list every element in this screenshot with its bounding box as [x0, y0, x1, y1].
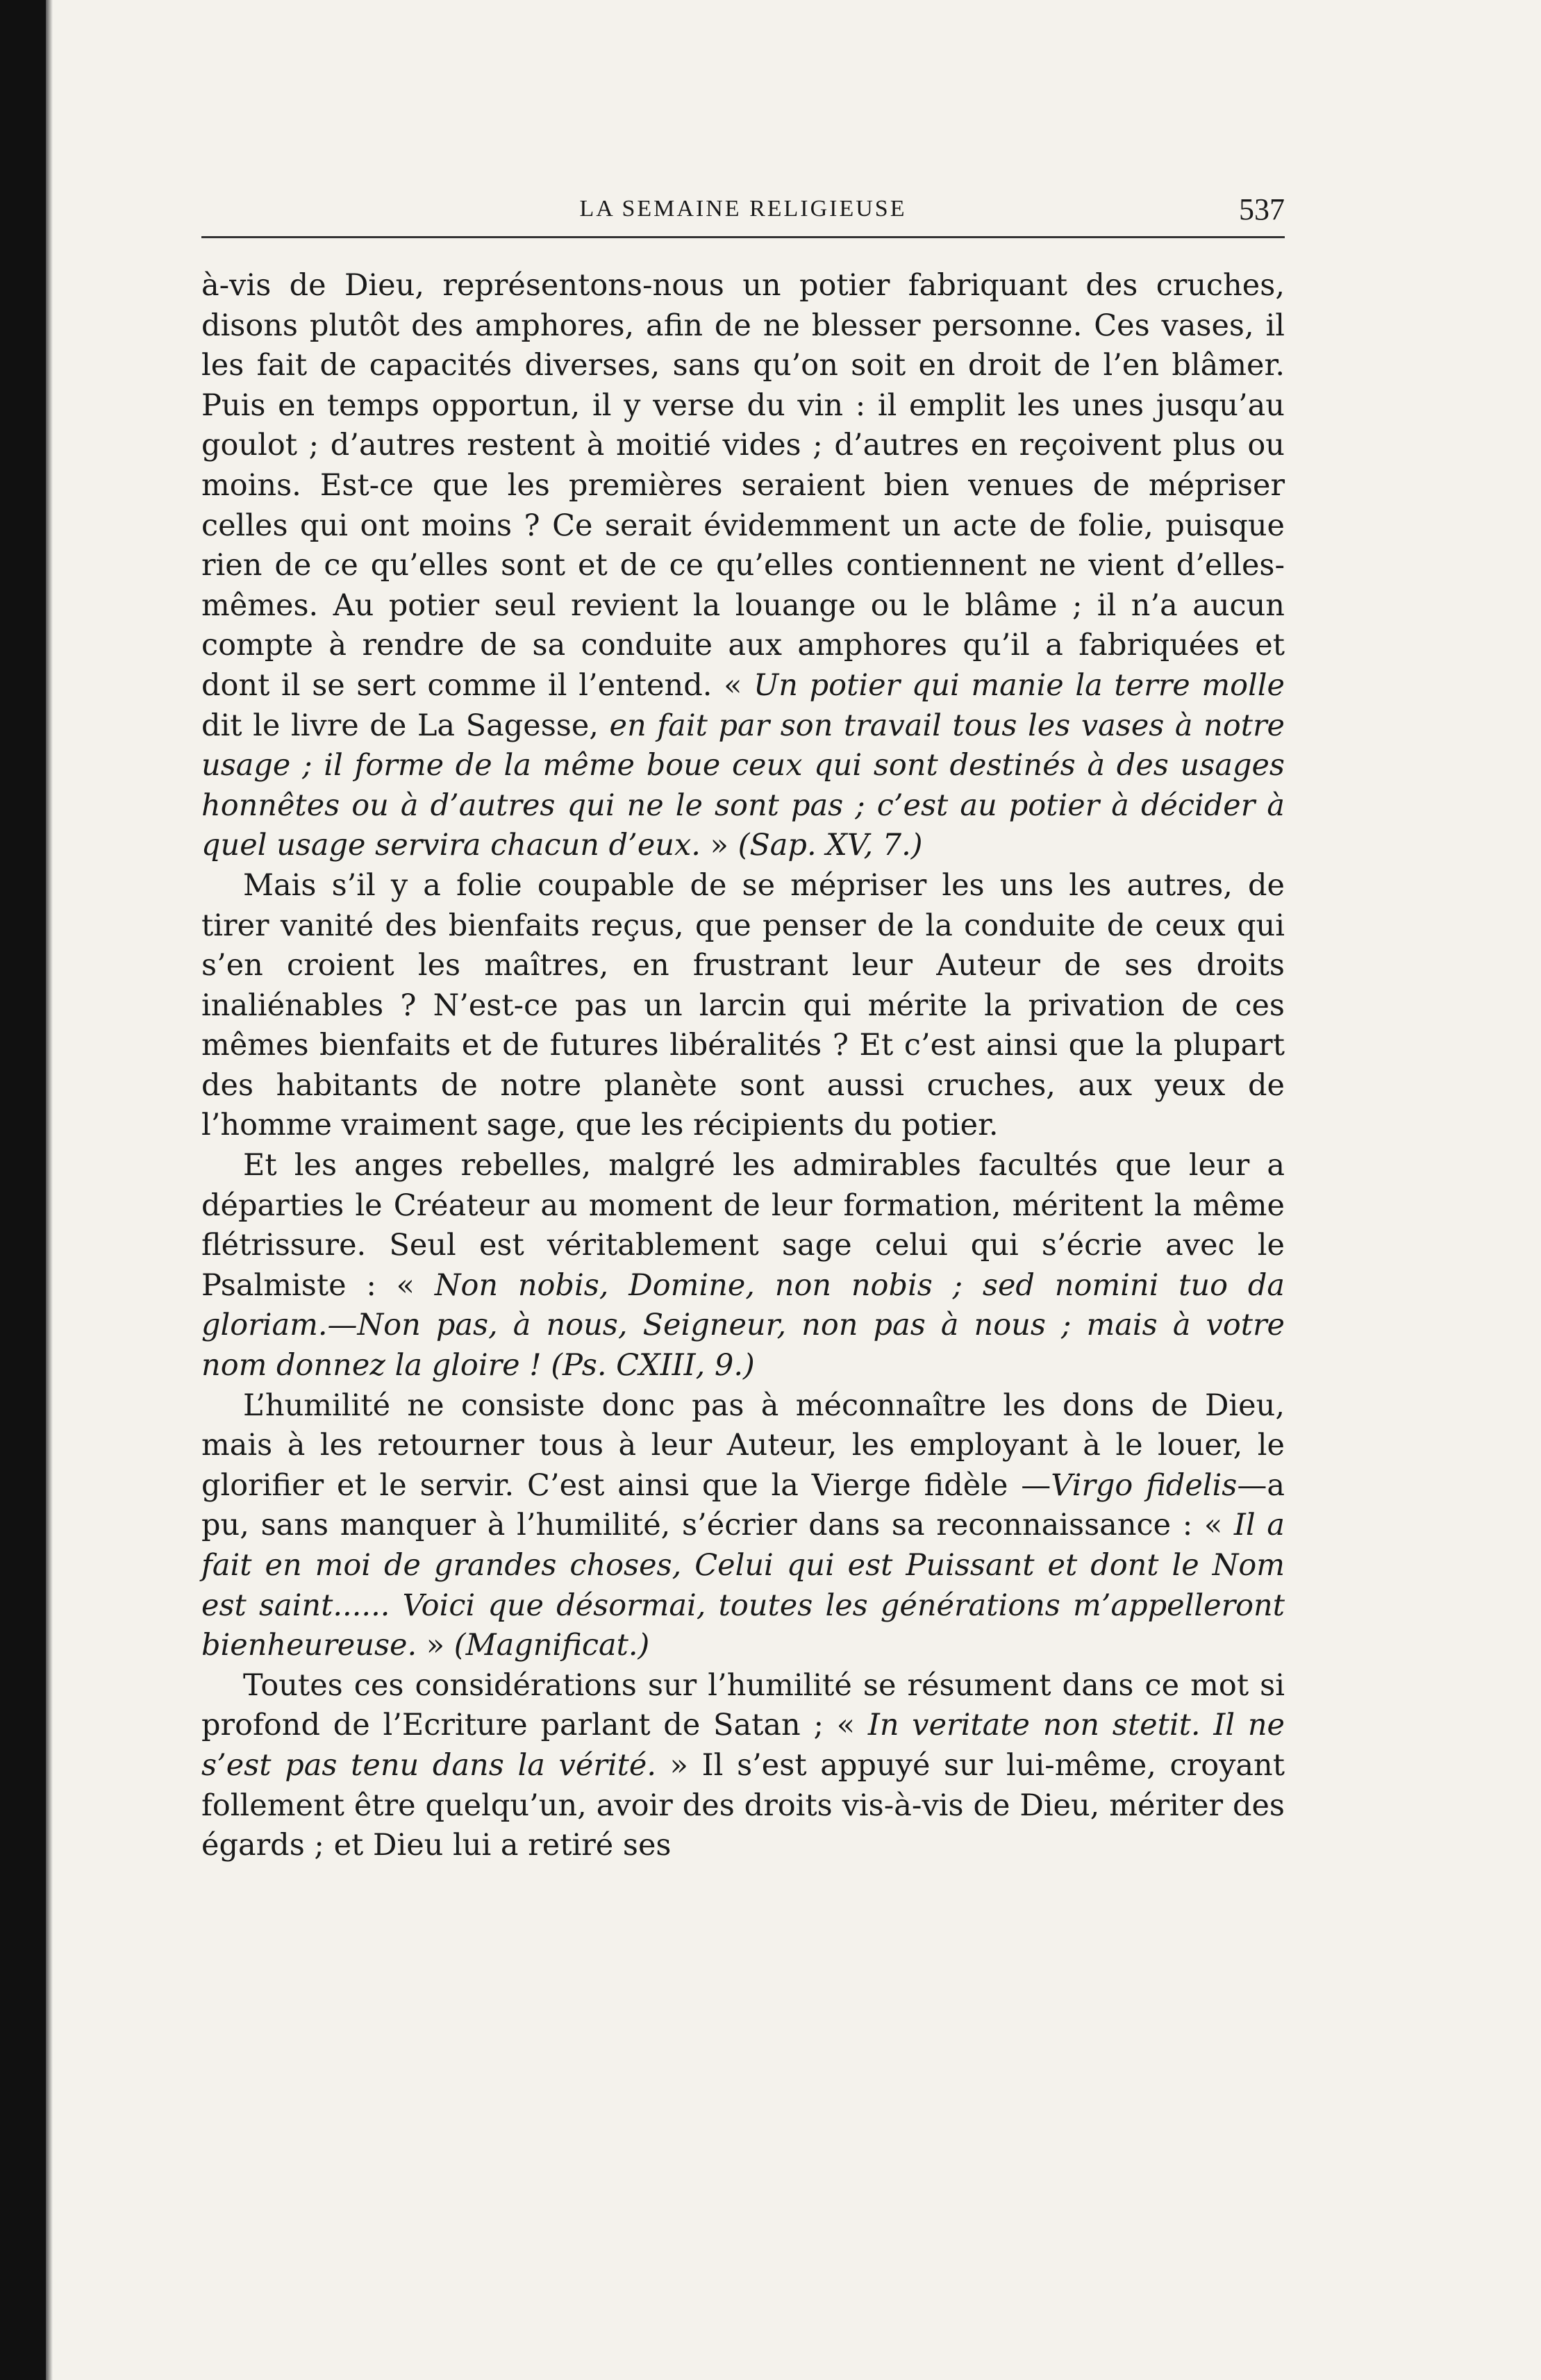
quote-sagesse: en fait par son travail tous les vases à notre usage ; il forme de la même boue ceux qui sont destinés à des usages honnêtes ou à d’autres qui ne le sont pas ; c’est au potier à décider à quel usage servira chacun d’eux. — [201, 708, 1285, 863]
virgo-fidelis: Virgo fidelis — [1051, 1467, 1238, 1503]
binding-edge — [46, 0, 53, 2380]
quote-close-2: » — [417, 1628, 454, 1663]
paragraph-3 — [201, 1146, 1285, 1386]
page-number: 537 — [1239, 192, 1285, 226]
quote-close: » — [700, 828, 738, 863]
paragraph-4-text-2: —a pu, sans manquer à l’humilité, s’écrier dans sa reconnaissance : « — [201, 1467, 1285, 1543]
paragraph-5-text: Toutes ces considérations sur l’humilité se résument dans ce mot si profond de l’Ecriture parlant de Satan ; « — [201, 1667, 1285, 1743]
quote-potier: Un potier qui manie la terre molle — [753, 667, 1285, 703]
citation-sap: (Sap. XV, 7.) — [738, 828, 923, 863]
paragraph-1-text: à-vis de Dieu, représentons-nous un potier fabriquant des cruches, disons plutôt des amphores, afin de ne blesser personne. Ces vases, il les fait de capacités diverses, sans qu’on soit en droit de l’en blâmer. Puis en temps opportun, il y verse du vin : il emplit les unes jusqu’au goulot ; d’autres restent à moitié vides ; d’autres en reçoivent plus ou moins. Est-ce que les premières seraient bien venues de mépriser celles qui ont moins ? Ce serait évidemment un acte de folie, puisque rien de ce qu’elles sont et de ce qu’elles contiennent ne vient d’elles-mêmes. Au potier seul revient la louange ou le blâme ; il n’a aucun compte à rendre de sa conduite aux amphores qu’il a fabriquées et dont il se sert comme il l’entend. « — [201, 268, 1285, 703]
paragraph-5 — [201, 1666, 1285, 1866]
paragraph-1 — [201, 266, 1285, 866]
quote-magnificat: Il a fait en moi de grandes choses, Celui qui est Puissant et dont le Nom est saint...... Voici que désormai, toutes les générations m’appelleront bienheureuse. — [201, 1508, 1285, 1663]
paragraph-3-text: Et les anges rebelles, malgré les admirables facultés que leur a départies le Créateur au moment de leur formation, méritent la même flétrissure. Seul est véritablement sage celui qui s’écrie avec le Psalmiste : « — [201, 1148, 1285, 1303]
binding-shadow — [0, 0, 46, 2380]
paragraph-4-text: L’humilité ne consiste donc pas à méconnaître les dons de Dieu, mais à les retourner tous à leur Auteur, les employant à le louer, le glorifier et le servir. C’est ainsi que la Vierge fidèle — — [201, 1388, 1285, 1503]
running-title: LA SEMAINE RELIGIEUSE — [579, 196, 907, 222]
body-text — [201, 266, 1285, 1866]
quote-veritate: In veritate non stetit. Il ne s’est pas tenu dans la vérité. — [201, 1708, 1285, 1783]
paragraph-2: Mais s’il y a folie coupable de se mépriser les uns les autres, de tirer vanité des bienfaits reçus, que penser de la conduite de ceux qui s’en croient les maîtres, en frustrant leur Auteur de ses droits inaliénables ? N’est-ce pas un larcin qui mérite la privation de ces mêmes bienfaits et de futures libéralités ? Et c’est ainsi que la plupart des habitants de notre planète sont aussi cruches, aux yeux de l’homme vraiment sage, que les récipients du potier. — [201, 867, 1285, 1143]
citation-magnificat: (Magnificat.) — [453, 1628, 650, 1663]
paragraph-4 — [201, 1386, 1285, 1666]
paragraph-5-text-2: » Il s’est appuyé sur lui-même, croyant follement être quelqu’un, avoir des droits vis-à-vis de Dieu, mériter des égards ; et Dieu lui a retiré ses — [201, 1747, 1285, 1863]
running-head — [201, 194, 1285, 238]
paragraph-1-text-2: dit le livre de La Sagesse, — [201, 708, 610, 743]
book-page — [201, 194, 1285, 1866]
quote-psalmiste: Non nobis, Domine, non nobis ; sed nomini tuo da gloriam.—Non pas, à nous, Seigneur, non pas à nous ; mais à votre nom donnez la gloire ! (Ps. CXIII, 9.) — [201, 1267, 1285, 1383]
